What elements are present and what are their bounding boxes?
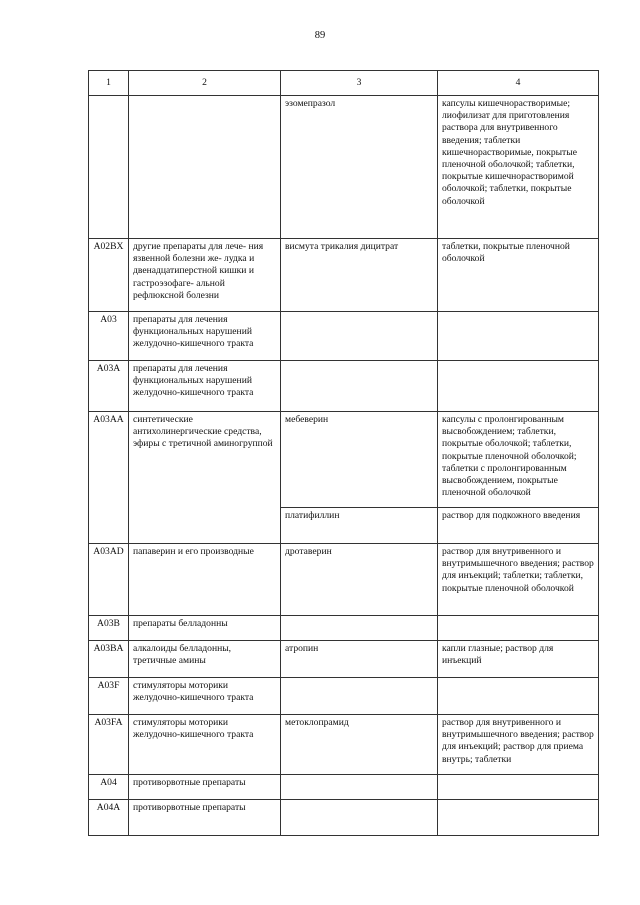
table-row — [89, 616, 599, 641]
drug-cell: дротаверин — [281, 544, 438, 616]
group-cell: алкалоиды белладонны, третичные амины — [129, 641, 281, 678]
table-row — [89, 412, 599, 508]
dosage-form-cell: капли глазные; раствор для инъекций — [438, 641, 599, 678]
dosage-form-cell: раствор для внутривенного и внутримышечного введения; раствор для инъекций; раствор для приема внутрь; таблетки — [438, 715, 599, 775]
table-row — [89, 678, 599, 715]
column-header: 1 — [89, 71, 129, 96]
drug-cell: атропин — [281, 641, 438, 678]
table-row — [89, 775, 599, 800]
drug-cell — [281, 312, 438, 361]
atc-code-cell: A03F — [89, 678, 129, 715]
dosage-form-cell: раствор для подкожного введения — [438, 508, 599, 544]
dosage-form-cell: капсулы кишечнорастворимые; лиофилизат для приготовления раствора для внутривенного введения; таблетки кишечнорастворимые, покрытые пленочной оболочкой; таблетки, покрытые кишечнорастворимой оболочкой; таблетки, покрытые оболочкой — [438, 96, 599, 239]
column-header: 2 — [129, 71, 281, 96]
group-cell: стимуляторы моторики желудочно-кишечного тракта — [129, 715, 281, 775]
atc-code-cell: A03FA — [89, 715, 129, 775]
dosage-form-cell — [438, 616, 599, 641]
atc-code-cell: A03BA — [89, 641, 129, 678]
drug-cell: метоклопрамид — [281, 715, 438, 775]
table-header-row — [89, 71, 599, 96]
atc-code-cell: A02BX — [89, 239, 129, 312]
atc-code-cell: A03 — [89, 312, 129, 361]
dosage-form-cell: капсулы с пролонгированным высвобождением; таблетки, покрытые оболочкой; таблетки, покрытые пленочной оболочкой; таблетки с пролонгированным высвобождением, покрытые пленочной оболочкой — [438, 412, 599, 508]
atc-code-cell: A03A — [89, 361, 129, 412]
atc-code-cell: A03AD — [89, 544, 129, 616]
page-number: 89 — [314, 30, 326, 41]
drug-cell — [281, 678, 438, 715]
drug-cell — [281, 616, 438, 641]
atc-code-cell: A04 — [89, 775, 129, 800]
atc-code-cell: A03AA — [89, 412, 129, 544]
dosage-form-cell — [438, 800, 599, 836]
atc-code-cell: A03B — [89, 616, 129, 641]
drug-cell: мебеверин — [281, 412, 438, 508]
group-cell: противорвотные препараты — [129, 800, 281, 836]
table-row — [89, 715, 599, 775]
group-cell: другие препараты для лече- ния язвенной болезни же- лудка и двенадцатиперстной кишки и гастроэзофаге- альной рефлюксной болезни — [129, 239, 281, 312]
group-cell: синтетические антихолинергические средства, эфиры с третичной аминогруппой — [129, 412, 281, 544]
dosage-form-cell: раствор для внутривенного и внутримышечного введения; раствор для инъекций; таблетки; таблетки, покрытые пленочной оболочкой — [438, 544, 599, 616]
drug-cell: висмута трикалия дицитрат — [281, 239, 438, 312]
group-cell: препараты для лечения функциональных нарушений желудочно-кишечного тракта — [129, 312, 281, 361]
table-row — [89, 800, 599, 836]
drug-cell: эзомепразол — [281, 96, 438, 239]
table-row — [89, 312, 599, 361]
drug-cell: платифиллин — [281, 508, 438, 544]
atc-code-cell — [89, 96, 129, 239]
drug-cell — [281, 775, 438, 800]
group-cell: противорвотные препараты — [129, 775, 281, 800]
group-cell: препараты белладонны — [129, 616, 281, 641]
drug-cell — [281, 800, 438, 836]
column-header: 3 — [281, 71, 438, 96]
dosage-form-cell — [438, 775, 599, 800]
drug-table — [88, 70, 599, 836]
table-row — [89, 96, 599, 239]
group-cell — [129, 96, 281, 239]
column-header: 4 — [438, 71, 599, 96]
group-cell: стимуляторы моторики желудочно-кишечного тракта — [129, 678, 281, 715]
dosage-form-cell — [438, 312, 599, 361]
table-row — [89, 544, 599, 616]
drug-cell — [281, 361, 438, 412]
table-row — [89, 239, 599, 312]
table-row — [89, 361, 599, 412]
dosage-form-cell — [438, 678, 599, 715]
group-cell: папаверин и его производные — [129, 544, 281, 616]
group-cell: препараты для лечения функциональных нарушений желудочно-кишечного тракта — [129, 361, 281, 412]
table-row — [89, 641, 599, 678]
atc-code-cell: A04A — [89, 800, 129, 836]
dosage-form-cell: таблетки, покрытые пленочной оболочкой — [438, 239, 599, 312]
dosage-form-cell — [438, 361, 599, 412]
